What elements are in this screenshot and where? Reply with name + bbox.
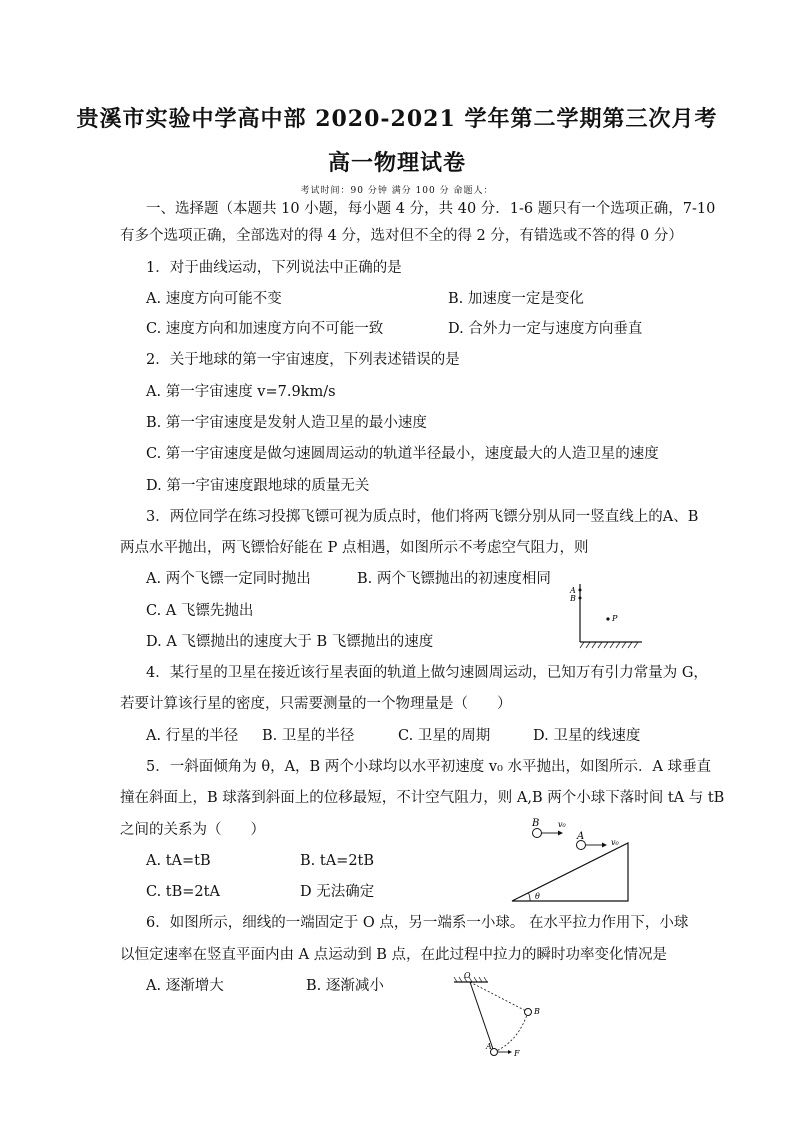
q6-figure bbox=[448, 970, 548, 1062]
q4-option-c: C. 卫星的周期 bbox=[398, 728, 491, 744]
q6-label-o: O bbox=[464, 971, 471, 980]
q3-option-c: C. A 飞镖先抛出 bbox=[146, 603, 254, 619]
q6-stem-line2: 以恒定速率在竖直平面内由 A 点运动到 B 点，在此过程中拉力的瞬时功率变化情况是 bbox=[120, 947, 668, 963]
q2-stem: 2．关于地球的第一宇宙速度，下列表述错误的是 bbox=[146, 352, 460, 368]
section-heading-line1: 一、选择题（本题共 10 小题，每小题 4 分，共 40 分．1-6 题只有一个选项正确，7-10 bbox=[146, 201, 716, 217]
section-heading-line2: 有多个选项正确，全部选对的得 4 分，选对但不全的得 2 分，有错选或不答的得 0 分） bbox=[120, 228, 683, 244]
q1-option-d: D. 合外力一定与速度方向垂直 bbox=[448, 321, 643, 337]
q3-option-b: B. 两个飞镖抛出的初速度相同 bbox=[357, 571, 551, 587]
exam-title: 贵溪市实验中学高中部 2020-2021 学年第二学期第三次月考 bbox=[76, 106, 718, 132]
q6-stem-line1: 6．如图所示，细线的一端固定于 O 点，另一端系一小球。 在水平拉力作用下，小球 bbox=[146, 915, 689, 931]
q1-stem: 1．对于曲线运动，下列说法中正确的是 bbox=[146, 260, 402, 276]
q1-option-b: B. 加速度一定是变化 bbox=[448, 291, 584, 307]
q5-stem-line3: 之间的关系为（ ） bbox=[120, 822, 265, 838]
q5-label-b: B bbox=[532, 818, 540, 829]
exam-meta: 考试时间：90 分钟 满分 100 分 命题人： bbox=[300, 186, 494, 196]
q4-stem-line1: 4．某行星的卫星在接近该行星表面的轨道上做匀速圆周运动，已知万有引力常量为 G， bbox=[146, 665, 708, 681]
q2-option-a: A. 第一宇宙速度 v=7.9km/s bbox=[146, 384, 336, 400]
q6-option-a: A. 逐渐增大 bbox=[146, 978, 224, 994]
q5-option-d: D 无法确定 bbox=[300, 884, 375, 900]
q4-option-b: B. 卫星的半径 bbox=[262, 728, 355, 744]
q2-option-d: D. 第一宇宙速度跟地球的质量无关 bbox=[146, 478, 370, 494]
q5-stem-line2: 撞在斜面上，B 球落到斜面上的位移最短，不计空气阻力，则 A,B 两个小球下落时间 tA 与 tB bbox=[120, 790, 725, 806]
q2-option-b: B. 第一宇宙速度是发射人造卫星的最小速度 bbox=[146, 415, 427, 431]
q3-stem-line2: 两点水平抛出，两飞镖恰好能在 P 点相遇，如图所示不考虑空气阻力，则 bbox=[120, 540, 589, 556]
q4-option-a: A. 行星的半径 bbox=[146, 728, 239, 744]
q5-label-v0-b: v₀ bbox=[558, 820, 566, 829]
q5-label-a: A bbox=[577, 831, 585, 842]
q5-label-theta: θ bbox=[535, 892, 540, 901]
q5-option-b: B. tA=2tB bbox=[300, 853, 375, 869]
q2-option-c: C. 第一宇宙速度是做匀速圆周运动的轨道半径最小，速度最大的人造卫星的速度 bbox=[146, 446, 659, 462]
q6-label-a: A bbox=[486, 1042, 492, 1051]
q4-stem-line2: 若要计算该行星的密度，只需要测量的一个物理量是（ ） bbox=[120, 696, 512, 712]
q3-figure bbox=[560, 578, 650, 650]
q4-option-d: D. 卫星的线速度 bbox=[533, 728, 641, 744]
q3-option-d: D. A 飞镖抛出的速度大于 B 飞镖抛出的速度 bbox=[146, 634, 434, 650]
q6-option-b: B. 逐渐减小 bbox=[306, 978, 384, 994]
q3-label-b: B bbox=[570, 594, 576, 603]
q3-stem-line1: 3．两位同学在练习投掷飞镖可视为质点时，他们将两飞镖分别从同一竖直线上的A、B bbox=[146, 509, 699, 525]
q5-figure bbox=[508, 815, 638, 905]
exam-subtitle: 高一物理试卷 bbox=[327, 150, 466, 176]
q5-label-v0-a: v₀ bbox=[611, 838, 619, 847]
q6-label-b: B bbox=[534, 1007, 540, 1016]
q3-option-a: A. 两个飞镖一定同时抛出 bbox=[146, 571, 311, 587]
q5-option-a: A. tA=tB bbox=[146, 853, 211, 869]
q1-option-c: C. 速度方向和加速度方向不可能一致 bbox=[146, 321, 384, 337]
q6-label-f: F bbox=[514, 1049, 520, 1058]
q3-label-a: A bbox=[570, 586, 576, 595]
q1-option-a: A. 速度方向可能不变 bbox=[146, 291, 282, 307]
q5-option-c: C. tB=2tA bbox=[146, 884, 220, 900]
q5-stem-line1: 5．一斜面倾角为 θ，A，B 两个小球均以水平初速度 v₀ 水平抛出，如图所示．A 球垂直 bbox=[146, 759, 712, 775]
q3-label-p: P bbox=[612, 614, 618, 623]
